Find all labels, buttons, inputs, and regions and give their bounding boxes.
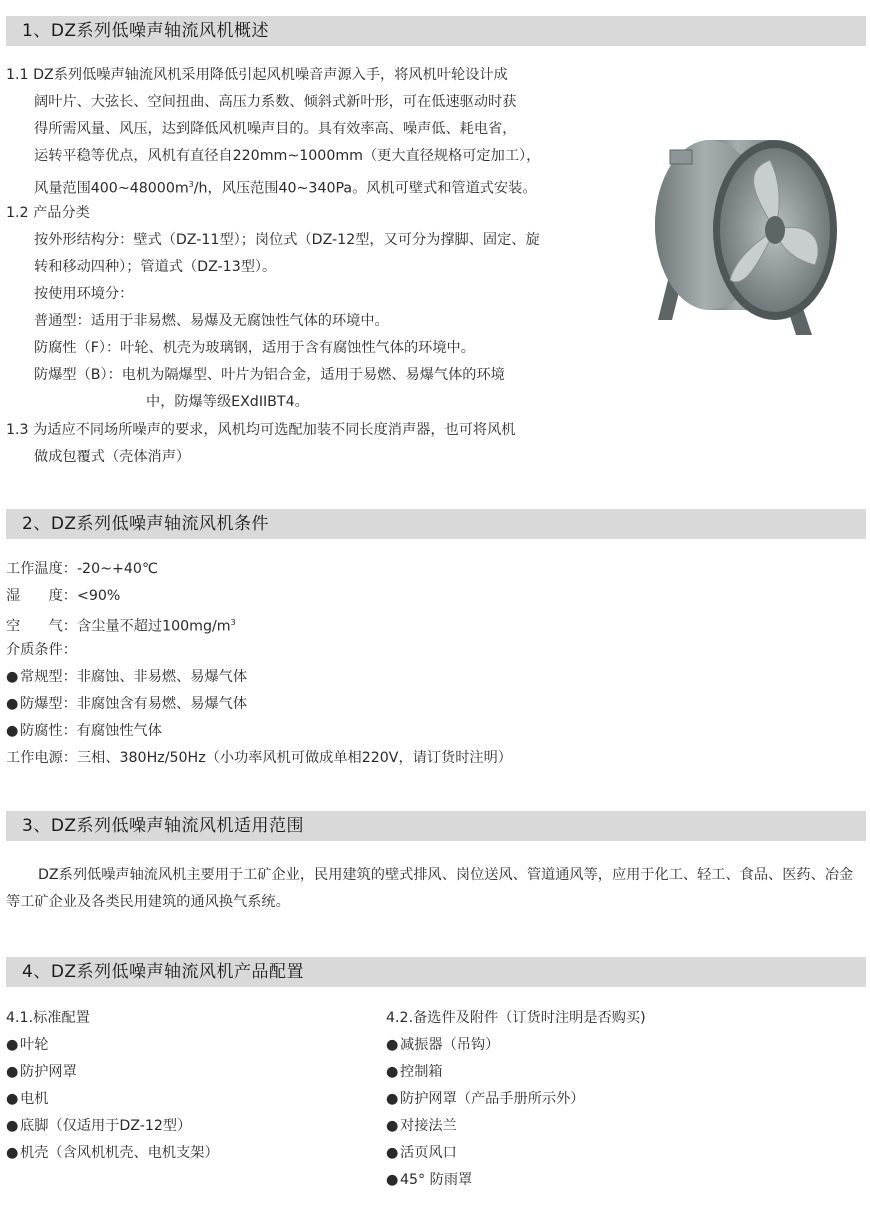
pressure-range-text: /h，风压范围40~340Pa。风机可壁式和管道式安装。 bbox=[193, 180, 537, 197]
overview-line-14: 1.3 为适应不同场所噪声的要求，风机均可选配加装不同长度消声器，也可将风机 bbox=[6, 422, 516, 438]
fan-nameplate bbox=[670, 150, 692, 164]
optional-item-label: 防护网罩（产品手册所示外） bbox=[400, 1091, 585, 1107]
section-title-scope: 3、DZ系列低噪声轴流风机适用范围 bbox=[6, 811, 866, 841]
optional-item-label: 45° 防雨罩 bbox=[400, 1172, 473, 1188]
overview-line-13: 中，防爆等级EXdIIBT4。 bbox=[146, 394, 309, 410]
bullet-icon: ● bbox=[6, 696, 19, 712]
section-title-conditions: 2、DZ系列低噪声轴流风机条件 bbox=[6, 509, 866, 539]
condition-power: 工作电源：三相、380Hz/50Hz（小功率风机可做成单相220V，请订货时注明） bbox=[6, 750, 512, 766]
optional-item bbox=[386, 1116, 457, 1136]
optional-item bbox=[386, 1089, 584, 1109]
condition-air bbox=[6, 613, 236, 637]
bullet-icon: ● bbox=[386, 1064, 399, 1080]
standard-config-title: 4.1.标准配置 bbox=[6, 1010, 90, 1026]
overview-line-10: 普通型：适用于非易燃、易爆及无腐蚀性气体的环境中。 bbox=[34, 313, 389, 329]
bullet-icon: ● bbox=[6, 669, 19, 685]
optional-item-label: 控制箱 bbox=[400, 1064, 443, 1080]
bullet-icon: ● bbox=[6, 1118, 19, 1134]
optional-item-label: 对接法兰 bbox=[400, 1118, 457, 1134]
standard-item bbox=[6, 1062, 77, 1082]
bullet-icon: ● bbox=[6, 723, 19, 739]
condition-medium-normal bbox=[6, 667, 247, 687]
condition-air-superscript: 3 bbox=[230, 618, 236, 627]
section-title-config: 4、DZ系列低噪声轴流风机产品配置 bbox=[6, 957, 866, 987]
overview-line-9: 按使用环境分： bbox=[34, 286, 134, 302]
standard-item bbox=[6, 1143, 219, 1163]
overview-line-1: 1.1 DZ系列低噪声轴流风机采用降低引起风机噪音声源入手，将风机叶轮设计成 bbox=[6, 67, 508, 83]
optional-item bbox=[386, 1035, 499, 1055]
section-title-overview: 1、DZ系列低噪声轴流风机概述 bbox=[6, 16, 866, 46]
bullet-icon: ● bbox=[386, 1172, 399, 1188]
bullet-icon: ● bbox=[6, 1037, 19, 1053]
fan-hub bbox=[765, 216, 785, 244]
overview-line-12: 防爆型（B）：电机为隔爆型、叶片为铝合金，适用于易燃、易爆气体的环境 bbox=[34, 367, 505, 383]
scope-paragraph: DZ系列低噪声轴流风机主要用于工矿企业，民用建筑的壁式排风、岗位送风、管道通风等，应用于化工、轻工、食品、医药、冶金等工矿企业及各类民用建筑的通风换气系统。 bbox=[6, 867, 854, 910]
condition-medium-corrosion-text: 防腐性：有腐蚀性气体 bbox=[20, 723, 162, 739]
standard-item-label: 机壳（含风机机壳、电机支架） bbox=[20, 1145, 219, 1161]
optional-config-title: 4.2.备选件及附件（订货时注明是否购买) bbox=[386, 1010, 646, 1026]
standard-item-label: 电机 bbox=[20, 1091, 49, 1107]
flow-range-text: 风量范围400~48000m bbox=[34, 180, 189, 197]
standard-item-label: 防护网罩 bbox=[20, 1064, 77, 1080]
bullet-icon: ● bbox=[386, 1145, 399, 1161]
optional-item-label: 减振器（吊钩） bbox=[400, 1037, 500, 1053]
optional-item bbox=[386, 1170, 472, 1190]
overview-line-2: 阔叶片、大弦长、空间扭曲、高压力系数、倾斜式新叶形，可在低速驱动时获 bbox=[34, 94, 517, 110]
optional-item bbox=[386, 1143, 457, 1163]
optional-item-label: 活页风口 bbox=[400, 1145, 457, 1161]
condition-medium-explosion bbox=[6, 694, 247, 714]
standard-item bbox=[6, 1089, 48, 1109]
condition-medium-heading: 介质条件： bbox=[6, 642, 77, 658]
axial-fan-photo bbox=[630, 130, 845, 345]
standard-item-label: 叶轮 bbox=[20, 1037, 49, 1053]
overview-line-6: 1.2 产品分类 bbox=[6, 205, 90, 221]
standard-item-label: 底脚（仅适用于DZ-12型） bbox=[20, 1118, 192, 1134]
condition-humidity: 湿 度：<90% bbox=[6, 588, 121, 604]
overview-line-11: 防腐性（F）：叶轮、机壳为玻璃钢，适用于含有腐蚀性气体的环境中。 bbox=[34, 340, 475, 356]
standard-item bbox=[6, 1035, 48, 1055]
flow-unit-superscript: 3 bbox=[188, 180, 194, 189]
condition-medium-corrosion bbox=[6, 721, 162, 741]
bullet-icon: ● bbox=[386, 1037, 399, 1053]
overview-line-8: 转和移动四种）；管道式（DZ-13型）。 bbox=[34, 259, 277, 275]
bullet-icon: ● bbox=[386, 1118, 399, 1134]
bullet-icon: ● bbox=[386, 1091, 399, 1107]
overview-line-3: 得所需风量、风压，达到降低风机噪声目的。具有效率高、噪声低、耗电省， bbox=[34, 121, 517, 137]
condition-air-text: 空 气：含尘量不超过100mg/m bbox=[6, 618, 231, 635]
bullet-icon: ● bbox=[6, 1091, 19, 1107]
condition-medium-normal-text: 常规型：非腐蚀、非易燃、易爆气体 bbox=[20, 669, 248, 685]
overview-line-5 bbox=[34, 175, 537, 199]
condition-medium-explosion-text: 防爆型：非腐蚀含有易燃、易爆气体 bbox=[20, 696, 248, 712]
overview-line-7: 按外形结构分：壁式（DZ-11型）；岗位式（DZ-12型，又可分为撑脚、固定、旋 bbox=[34, 232, 540, 248]
overview-line-15: 做成包覆式（壳体消声） bbox=[34, 449, 191, 465]
condition-temperature: 工作温度：-20~+40℃ bbox=[6, 561, 158, 577]
standard-item bbox=[6, 1116, 191, 1136]
bullet-icon: ● bbox=[6, 1145, 19, 1161]
bullet-icon: ● bbox=[6, 1064, 19, 1080]
overview-line-4: 运转平稳等优点，风机有直径自220mm~1000mm（更大直径规格可定加工）， bbox=[34, 148, 541, 164]
optional-item bbox=[386, 1062, 443, 1082]
